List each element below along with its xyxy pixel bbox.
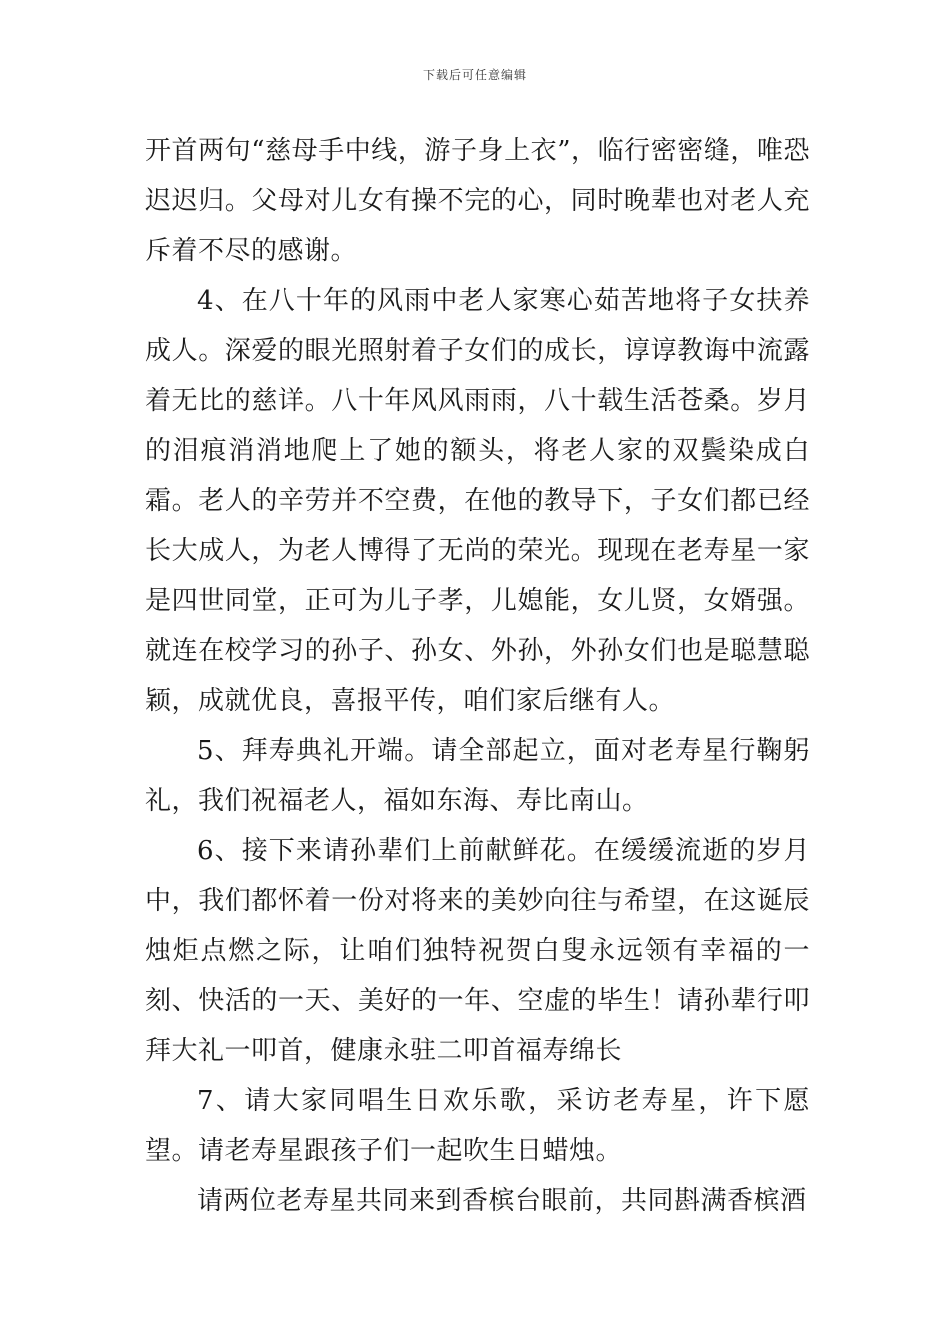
paragraph-2: 4、在八十年的风雨中老人家寒心茹苦地将子女扶养成人。深爱的眼光照射着子女们的成长，谆谆教诲中流露着无比的慈详。八十年风风雨雨，八十载生活苍桑。岁月的泪痕消消地爬上了她的额头，将老人家的双鬓染成白霜。老人的辛劳并不空费，在他的教导下，子女们都已经长大成人，为老人博得了无尚的荣光。现现在老寿星一家是四世同堂，正可为儿子孝，儿媳能，女儿贤，女婿强。就连在校学习的孙子、孙女、外孙，外孙女们也是聪慧聪颖，成就优良，喜报平传，咱们家后继有人。 <box>145 286 810 716</box>
document-body <box>145 126 810 1226</box>
page-header: 下载后可任意编辑 <box>422 68 527 82</box>
paragraph-5: 7、请大家同唱生日欢乐歌，采访老寿星，许下愿望。请老寿星跟孩子们一起吹生日蜡烛。 <box>145 1086 810 1166</box>
paragraph-1: 开首两句“慈母手中线，游子身上衣”，临行密密缝，唯恐迟迟归。父母对儿女有操不完的心，同时晚辈也对老人充斥着不尽的感谢。 <box>145 136 810 266</box>
paragraph-4: 6、接下来请孙辈们上前献鲜花。在缓缓流逝的岁月中，我们都怀着一份对将来的美妙向往与希望，在这诞辰烛炬点燃之际，让咱们独特祝贺白叟永远领有幸福的一刻、快活的一天、美好的一年、空虚的毕生！请孙辈行叩拜大礼一叩首，健康永驻二叩首福寿绵长 <box>145 836 810 1066</box>
paragraph-6: 请两位老寿星共同来到香槟台眼前，共同斟满香槟酒 <box>197 1186 807 1216</box>
paragraph-3: 5、拜寿典礼开端。请全部起立，面对老寿星行鞠躬礼，我们祝福老人，福如东海、寿比南山。 <box>145 736 810 816</box>
